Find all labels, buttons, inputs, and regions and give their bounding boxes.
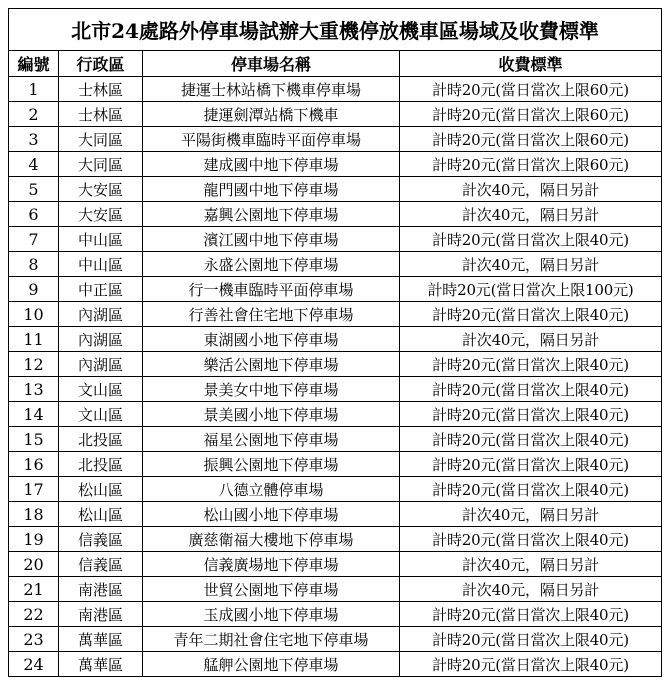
table-row: [9, 652, 662, 677]
cell-parking-name: 艋舺公園地下停車場: [143, 652, 400, 677]
cell-district: 文山區: [59, 402, 143, 427]
table-row: [9, 127, 662, 152]
table-row: [9, 627, 662, 652]
cell-number: 3: [9, 127, 59, 152]
table-row: [9, 352, 662, 377]
table-row: [9, 552, 662, 577]
table-row: [9, 202, 662, 227]
cell-district: 信義區: [59, 527, 143, 552]
cell-number: 8: [9, 252, 59, 277]
cell-number: 5: [9, 177, 59, 202]
cell-parking-name: 樂活公園地下停車場: [143, 352, 400, 377]
table-row: [9, 577, 662, 602]
cell-parking-name: 福星公園地下停車場: [143, 427, 400, 452]
parking-fee-table: [8, 8, 662, 677]
cell-fee: 計時20元(當日當次上限40元): [400, 452, 662, 477]
cell-parking-name: 八德立體停車場: [143, 477, 400, 502]
cell-number: 11: [9, 327, 59, 352]
table-row: [9, 302, 662, 327]
cell-parking-name: 濱江國中地下停車場: [143, 227, 400, 252]
header-number: 編號: [9, 51, 59, 77]
cell-fee: 計時20元(當日當次上限40元): [400, 652, 662, 677]
cell-number: 24: [9, 652, 59, 677]
cell-district: 南港區: [59, 577, 143, 602]
cell-number: 10: [9, 302, 59, 327]
table-row: [9, 402, 662, 427]
cell-district: 中山區: [59, 227, 143, 252]
table-body: [9, 77, 662, 677]
table-row: [9, 327, 662, 352]
cell-parking-name: 景美女中地下停車場: [143, 377, 400, 402]
cell-parking-name: 行善社會住宅地下停車場: [143, 302, 400, 327]
cell-fee: 計時20元(當日當次上限60元): [400, 77, 662, 102]
cell-parking-name: 信義廣場地下停車場: [143, 552, 400, 577]
cell-district: 內湖區: [59, 352, 143, 377]
cell-fee: 計次40元，隔日另計: [400, 552, 662, 577]
cell-district: 松山區: [59, 502, 143, 527]
cell-number: 12: [9, 352, 59, 377]
cell-parking-name: 廣慈衛福大樓地下停車場: [143, 527, 400, 552]
cell-district: 南港區: [59, 602, 143, 627]
cell-parking-name: 青年二期社會住宅地下停車場: [143, 627, 400, 652]
header-district: 行政區: [59, 51, 143, 77]
cell-district: 內湖區: [59, 302, 143, 327]
cell-district: 大同區: [59, 152, 143, 177]
cell-number: 4: [9, 152, 59, 177]
cell-fee: 計時20元(當日當次上限40元): [400, 352, 662, 377]
cell-number: 6: [9, 202, 59, 227]
cell-fee: 計時20元(當日當次上限40元): [400, 302, 662, 327]
cell-fee: 計次40元，隔日另計: [400, 177, 662, 202]
cell-number: 7: [9, 227, 59, 252]
cell-number: 13: [9, 377, 59, 402]
cell-fee: 計時20元(當日當次上限40元): [400, 427, 662, 452]
cell-number: 19: [9, 527, 59, 552]
cell-number: 22: [9, 602, 59, 627]
document-page: [8, 8, 661, 677]
cell-fee: 計時20元(當日當次上限60元): [400, 102, 662, 127]
table-row: [9, 452, 662, 477]
cell-number: 9: [9, 277, 59, 302]
table-row: [9, 252, 662, 277]
cell-district: 大安區: [59, 202, 143, 227]
cell-number: 21: [9, 577, 59, 602]
table-row: [9, 527, 662, 552]
cell-district: 士林區: [59, 102, 143, 127]
cell-district: 內湖區: [59, 327, 143, 352]
cell-district: 中山區: [59, 252, 143, 277]
cell-parking-name: 振興公園地下停車場: [143, 452, 400, 477]
cell-district: 中正區: [59, 277, 143, 302]
cell-fee: 計時20元(當日當次上限40元): [400, 527, 662, 552]
cell-fee: 計次40元，隔日另計: [400, 202, 662, 227]
cell-fee: 計時20元(當日當次上限40元): [400, 602, 662, 627]
table-row: [9, 377, 662, 402]
cell-parking-name: 嘉興公園地下停車場: [143, 202, 400, 227]
cell-fee: 計次40元，隔日另計: [400, 252, 662, 277]
cell-parking-name: 世貿公園地下停車場: [143, 577, 400, 602]
cell-fee: 計次40元，隔日另計: [400, 577, 662, 602]
cell-parking-name: 東湖國小地下停車場: [143, 327, 400, 352]
cell-fee: 計時20元(當日當次上限100元): [400, 277, 662, 302]
cell-district: 文山區: [59, 377, 143, 402]
cell-district: 松山區: [59, 477, 143, 502]
cell-fee: 計時20元(當日當次上限40元): [400, 627, 662, 652]
cell-fee: 計時20元(當日當次上限40元): [400, 402, 662, 427]
table-row: [9, 77, 662, 102]
cell-parking-name: 永盛公園地下停車場: [143, 252, 400, 277]
table-row: [9, 602, 662, 627]
table-title: 北市24處路外停車場試辦大重機停放機車區場域及收費標準: [9, 9, 662, 51]
cell-parking-name: 景美國小地下停車場: [143, 402, 400, 427]
header-parking-name: 停車場名稱: [143, 51, 400, 77]
cell-parking-name: 建成國中地下停車場: [143, 152, 400, 177]
cell-district: 大同區: [59, 127, 143, 152]
cell-fee: 計次40元，隔日另計: [400, 327, 662, 352]
table-row: [9, 277, 662, 302]
cell-district: 北投區: [59, 452, 143, 477]
cell-number: 23: [9, 627, 59, 652]
cell-fee: 計次40元，隔日另計: [400, 502, 662, 527]
cell-number: 16: [9, 452, 59, 477]
table-row: [9, 502, 662, 527]
cell-parking-name: 行一機車臨時平面停車場: [143, 277, 400, 302]
cell-number: 2: [9, 102, 59, 127]
cell-parking-name: 松山國小地下停車場: [143, 502, 400, 527]
cell-parking-name: 玉成國小地下停車場: [143, 602, 400, 627]
cell-parking-name: 捷運劍潭站橋下機車: [143, 102, 400, 127]
cell-fee: 計時20元(當日當次上限60元): [400, 152, 662, 177]
cell-number: 14: [9, 402, 59, 427]
table-row: [9, 102, 662, 127]
cell-parking-name: 龍門國中地下停車場: [143, 177, 400, 202]
cell-fee: 計時20元(當日當次上限40元): [400, 227, 662, 252]
cell-district: 大安區: [59, 177, 143, 202]
table-row: [9, 227, 662, 252]
cell-number: 20: [9, 552, 59, 577]
cell-district: 萬華區: [59, 627, 143, 652]
cell-fee: 計時20元(當日當次上限40元): [400, 377, 662, 402]
table-row: [9, 427, 662, 452]
table-row: [9, 477, 662, 502]
cell-district: 信義區: [59, 552, 143, 577]
table-row: [9, 152, 662, 177]
cell-fee: 計時20元(當日當次上限60元): [400, 127, 662, 152]
cell-number: 18: [9, 502, 59, 527]
cell-district: 北投區: [59, 427, 143, 452]
cell-number: 17: [9, 477, 59, 502]
cell-parking-name: 捷運士林站橋下機車停車場: [143, 77, 400, 102]
cell-parking-name: 平陽街機車臨時平面停車場: [143, 127, 400, 152]
table-row: [9, 177, 662, 202]
header-fee: 收費標準: [400, 51, 662, 77]
cell-district: 萬華區: [59, 652, 143, 677]
cell-district: 士林區: [59, 77, 143, 102]
cell-number: 15: [9, 427, 59, 452]
cell-number: 1: [9, 77, 59, 102]
cell-fee: 計時20元(當日當次上限40元): [400, 477, 662, 502]
